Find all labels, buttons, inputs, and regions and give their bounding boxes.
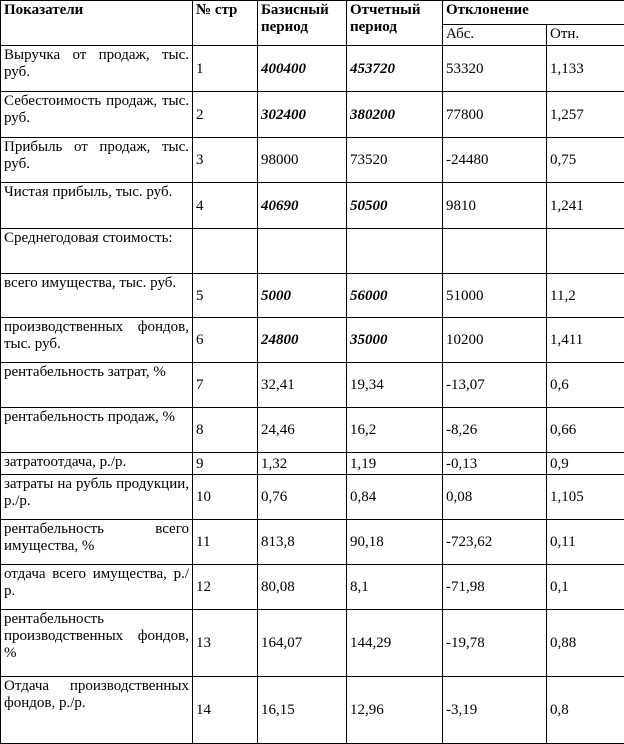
- cell-abs-deviation: -8,26: [443, 408, 547, 453]
- cell-rel-deviation: 1,411: [547, 318, 624, 363]
- cell-abs-deviation: 53320: [443, 46, 547, 92]
- cell-indicator: всего имущества, тыс. руб.: [1, 274, 193, 318]
- cell-base-period: 400400: [258, 46, 347, 92]
- cell-indicator: Чистая прибыль, тыс. руб.: [1, 183, 193, 229]
- cell-base-period: 98000: [258, 138, 347, 183]
- cell-report-period: 453720: [347, 46, 443, 92]
- table-row: [1, 46, 624, 92]
- cell-base-period: 24800: [258, 318, 347, 363]
- cell-line-no: 13: [193, 610, 258, 677]
- cell-report-period: 380200: [347, 92, 443, 138]
- cell-abs-deviation: -24480: [443, 138, 547, 183]
- cell-indicator: Среднегодовая стоимость:: [1, 229, 193, 274]
- cell-abs-deviation: [443, 229, 547, 274]
- cell-line-no: [193, 229, 258, 274]
- table-row: [1, 408, 624, 453]
- cell-line-no: 11: [193, 520, 258, 565]
- cell-indicator: рентабельность затрат, %: [1, 363, 193, 408]
- cell-report-period: 73520: [347, 138, 443, 183]
- cell-base-period: 32,41: [258, 363, 347, 408]
- cell-abs-deviation: -0,13: [443, 453, 547, 475]
- cell-report-period: 144,29: [347, 610, 443, 677]
- cell-line-no: 14: [193, 677, 258, 744]
- cell-report-period: 16,2: [347, 408, 443, 453]
- cell-base-period: 80,08: [258, 565, 347, 610]
- header-report-period: Отчетный период: [347, 1, 443, 46]
- table-row: [1, 183, 624, 229]
- cell-report-period: 50500: [347, 183, 443, 229]
- cell-abs-deviation: -3,19: [443, 677, 547, 744]
- table-row: [1, 475, 624, 520]
- cell-rel-deviation: 0,6: [547, 363, 624, 408]
- cell-indicator: производственных фондов, тыс. руб.: [1, 318, 193, 363]
- header-indicators: Показатели: [1, 1, 193, 46]
- cell-line-no: 8: [193, 408, 258, 453]
- cell-base-period: [258, 229, 347, 274]
- cell-abs-deviation: 10200: [443, 318, 547, 363]
- cell-base-period: 0,76: [258, 475, 347, 520]
- header-rel: Отн.: [547, 25, 624, 46]
- cell-report-period: [347, 229, 443, 274]
- cell-abs-deviation: 9810: [443, 183, 547, 229]
- cell-rel-deviation: [547, 229, 624, 274]
- cell-line-no: 6: [193, 318, 258, 363]
- table-row: [1, 565, 624, 610]
- cell-rel-deviation: 1,257: [547, 92, 624, 138]
- table-row: [1, 677, 624, 744]
- cell-base-period: 16,15: [258, 677, 347, 744]
- cell-report-period: 8,1: [347, 565, 443, 610]
- cell-rel-deviation: 0,11: [547, 520, 624, 565]
- cell-rel-deviation: 0,1: [547, 565, 624, 610]
- cell-line-no: 4: [193, 183, 258, 229]
- cell-base-period: 813,8: [258, 520, 347, 565]
- table-row: [1, 274, 624, 318]
- cell-indicator: рентабельность продаж, %: [1, 408, 193, 453]
- cell-rel-deviation: 0,9: [547, 453, 624, 475]
- table-row: [1, 318, 624, 363]
- table-row: [1, 610, 624, 677]
- cell-report-period: 90,18: [347, 520, 443, 565]
- cell-rel-deviation: 1,133: [547, 46, 624, 92]
- cell-report-period: 1,19: [347, 453, 443, 475]
- cell-base-period: 24,46: [258, 408, 347, 453]
- cell-indicator: затратоотдача, р./р.: [1, 453, 193, 475]
- cell-indicator: рентабельность производственных фондов, %: [1, 610, 193, 677]
- cell-abs-deviation: 0,08: [443, 475, 547, 520]
- cell-report-period: 19,34: [347, 363, 443, 408]
- header-line-no: № стр: [193, 1, 258, 46]
- cell-rel-deviation: 0,66: [547, 408, 624, 453]
- cell-report-period: 56000: [347, 274, 443, 318]
- cell-report-period: 35000: [347, 318, 443, 363]
- table-row: [1, 520, 624, 565]
- table-row: [1, 138, 624, 183]
- cell-abs-deviation: -13,07: [443, 363, 547, 408]
- cell-indicator: Прибыль от продаж, тыс. руб.: [1, 138, 193, 183]
- cell-line-no: 10: [193, 475, 258, 520]
- cell-base-period: 302400: [258, 92, 347, 138]
- table-row: [1, 453, 624, 475]
- cell-line-no: 5: [193, 274, 258, 318]
- cell-line-no: 7: [193, 363, 258, 408]
- cell-base-period: 164,07: [258, 610, 347, 677]
- header-row: [1, 1, 624, 25]
- cell-abs-deviation: 77800: [443, 92, 547, 138]
- header-abs: Абс.: [443, 25, 547, 46]
- cell-rel-deviation: 1,105: [547, 475, 624, 520]
- header-base-period: Базисный период: [258, 1, 347, 46]
- cell-abs-deviation: 51000: [443, 274, 547, 318]
- cell-rel-deviation: 11,2: [547, 274, 624, 318]
- cell-line-no: 2: [193, 92, 258, 138]
- table-row: [1, 92, 624, 138]
- cell-rel-deviation: 1,241: [547, 183, 624, 229]
- cell-abs-deviation: -723,62: [443, 520, 547, 565]
- cell-rel-deviation: 0,75: [547, 138, 624, 183]
- cell-abs-deviation: -71,98: [443, 565, 547, 610]
- cell-report-period: 12,96: [347, 677, 443, 744]
- cell-base-period: 5000: [258, 274, 347, 318]
- table-row: [1, 229, 624, 274]
- cell-indicator: Выручка от продаж, тыс. руб.: [1, 46, 193, 92]
- cell-rel-deviation: 0,8: [547, 677, 624, 744]
- cell-indicator: Себестоимость продаж, тыс. руб.: [1, 92, 193, 138]
- cell-line-no: 1: [193, 46, 258, 92]
- table-row: [1, 363, 624, 408]
- cell-base-period: 1,32: [258, 453, 347, 475]
- cell-indicator: Отдача производственных фондов, р./р.: [1, 677, 193, 744]
- cell-abs-deviation: -19,78: [443, 610, 547, 677]
- cell-rel-deviation: 0,88: [547, 610, 624, 677]
- cell-indicator: рентабельность всего имущества, %: [1, 520, 193, 565]
- cell-line-no: 12: [193, 565, 258, 610]
- cell-indicator: отдача всего имущества, р./р.: [1, 565, 193, 610]
- cell-line-no: 3: [193, 138, 258, 183]
- cell-indicator: затраты на рубль продукции, р./р.: [1, 475, 193, 520]
- cell-report-period: 0,84: [347, 475, 443, 520]
- header-deviation: Отклонение: [443, 1, 624, 25]
- cell-base-period: 40690: [258, 183, 347, 229]
- cell-line-no: 9: [193, 453, 258, 475]
